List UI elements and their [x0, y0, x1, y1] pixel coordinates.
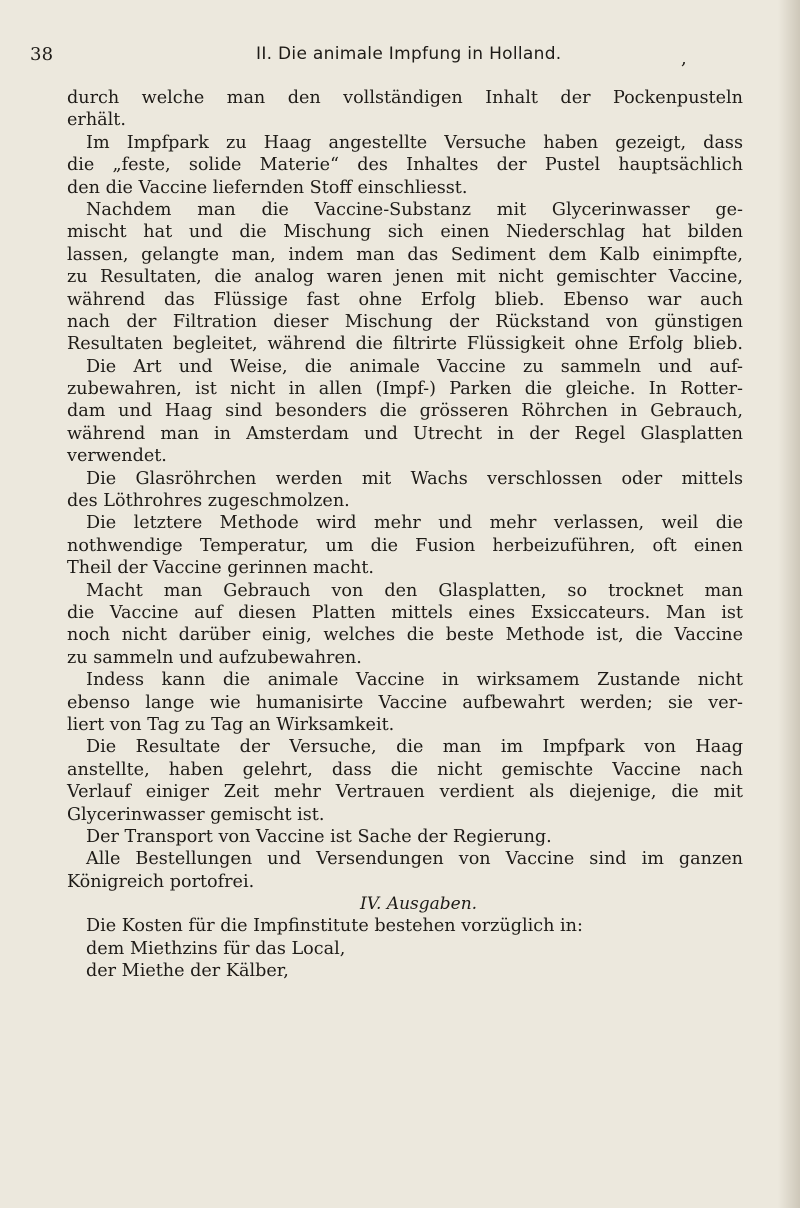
text-line: zu sammeln und aufzubewahren.	[67, 647, 362, 668]
text-line: Indess kann die animale Vaccine in wirksamem Zustande nicht	[86, 670, 743, 691]
text-line: verwendet.	[67, 446, 167, 467]
running-head: II. Die animale Impfung in Holland.	[256, 44, 562, 64]
text-line: mischt hat und die Mischung sich einen Niederschlag hat bilden	[67, 222, 743, 243]
text-line: liert von Tag zu Tag an Wirksamkeit.	[67, 714, 395, 735]
page-number: 38	[30, 44, 54, 65]
text-line: durch welche man den vollständigen Inhalt der Pockenpusteln	[67, 88, 743, 108]
text-line: anstellte, haben gelehrt, dass die nicht gemischte Vaccine nach	[67, 759, 743, 780]
text-line: Die Kosten für die Impfinstitute bestehen vorzüglich in:	[86, 916, 583, 937]
body-text	[67, 87, 743, 983]
text-line: Die Art und Weise, die animale Vaccine zu sammeln und auf-	[86, 356, 743, 377]
text-line: Theil der Vaccine gerinnen macht.	[67, 558, 374, 579]
text-line: Macht man Gebrauch von den Glasplatten, so trocknet man	[86, 580, 743, 601]
text-line: Nachdem man die Vaccine-Substanz mit Glycerinwasser ge-	[86, 199, 743, 220]
text-line: die Vaccine auf diesen Platten mittels eines Exsiccateurs. Man ist	[67, 602, 743, 623]
text-line: den die Vaccine liefernden Stoff einschliesst.	[67, 177, 468, 198]
text-line: Der Transport von Vaccine ist Sache der Regierung.	[86, 826, 552, 847]
header-mark: ,	[681, 48, 687, 69]
text-line: ebenso lange wie humanisirte Vaccine aufbewahrt werden; sie ver-	[67, 692, 743, 713]
section-heading: IV. Ausgaben.	[360, 894, 478, 915]
text-line: während das Flüssige fast ohne Erfolg blieb. Ebenso war auch	[67, 289, 743, 310]
text-line: Königreich portofrei.	[67, 871, 255, 892]
text-line: zubewahren, ist nicht in allen (Impf-) Parken die gleiche. In Rotter-	[67, 379, 743, 400]
text-line: Alle Bestellungen und Versendungen von Vaccine sind im ganzen	[86, 849, 743, 870]
text-line: Glycerinwasser gemischt ist.	[67, 804, 325, 825]
text-line: nothwendige Temperatur, um die Fusion herbeizuführen, oft einen	[67, 535, 743, 556]
text-line: erhält.	[67, 110, 126, 131]
text-line: Die Glasröhrchen werden mit Wachs verschlossen oder mittels	[86, 468, 743, 489]
text-line: Im Impfpark zu Haag angestellte Versuche haben gezeigt, dass	[86, 132, 743, 153]
text-line: zu Resultaten, die analog waren jenen mit nicht gemischter Vaccine,	[67, 267, 743, 288]
text-line: Resultaten begleitet, während die filtrirte Flüssigkeit ohne Erfolg blieb.	[67, 334, 743, 355]
text-line: dam und Haag sind besonders die grösseren Röhrchen in Gebrauch,	[67, 401, 743, 422]
page-edge-shadow	[778, 0, 800, 1208]
text-line: der Miethe der Kälber,	[86, 961, 289, 982]
text-line: dem Miethzins für das Local,	[86, 938, 346, 959]
text-line: Die letztere Methode wird mehr und mehr verlassen, weil die	[86, 513, 743, 534]
text-line: noch nicht darüber einig, welches die beste Methode ist, die Vaccine	[67, 625, 743, 646]
text-line: Verlauf einiger Zeit mehr Vertrauen verdient als diejenige, die mit	[67, 782, 743, 803]
text-line: lassen, gelangte man, indem man das Sediment dem Kalb einimpfte,	[67, 244, 743, 265]
text-line: die „feste, solide Materie“ des Inhaltes der Pustel hauptsächlich	[67, 155, 743, 176]
page-header	[30, 44, 750, 70]
text-line: Die Resultate der Versuche, die man im Impfpark von Haag	[86, 737, 743, 758]
text-line: des Löthrohres zugeschmolzen.	[67, 491, 350, 512]
text-line: während man in Amsterdam und Utrecht in der Regel Glasplatten	[67, 423, 743, 444]
text-line: nach der Filtration dieser Mischung der Rückstand von günstigen	[67, 311, 743, 332]
